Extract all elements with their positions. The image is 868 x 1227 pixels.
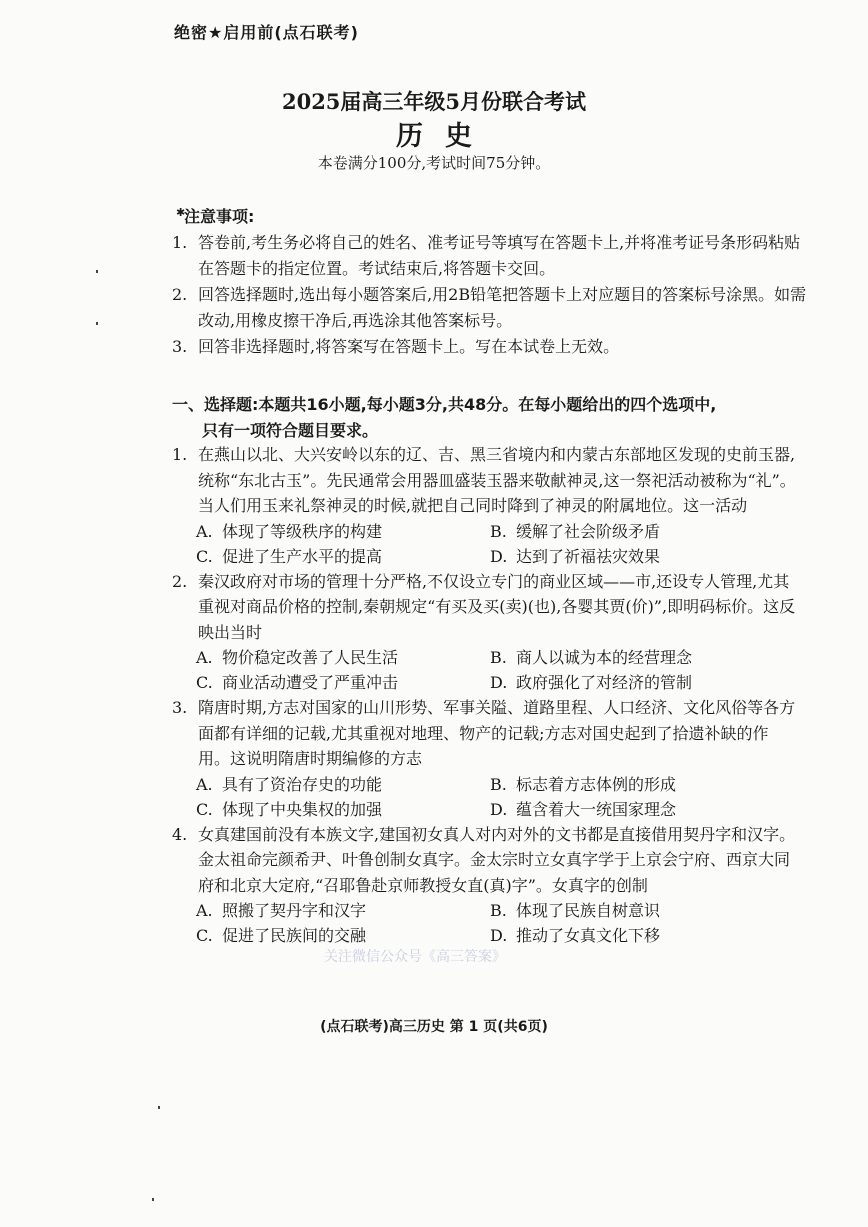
option-a — [196, 645, 490, 670]
question-3 — [172, 695, 798, 822]
scan-speck — [96, 270, 98, 273]
option-grid — [172, 519, 798, 569]
option-text: 推动了女真文化下移 — [516, 926, 661, 945]
question-number: 2. — [172, 571, 188, 591]
option-d — [490, 544, 790, 569]
option-text: 照搬了契丹字和汉字 — [222, 901, 367, 920]
question-stem — [172, 569, 798, 646]
option-d — [490, 670, 790, 695]
scan-speck — [152, 1198, 154, 1201]
option-text: 商人以诚为本的经营理念 — [516, 648, 693, 667]
question-number: 1. — [172, 445, 188, 464]
option-c — [196, 923, 490, 948]
option-label: A. — [196, 521, 213, 541]
option-label: C. — [196, 673, 213, 692]
asterisk-mark-icon: ✱ — [176, 206, 186, 219]
option-a — [196, 772, 490, 797]
notice-item-text: 答卷前,考生务必将自己的姓名、准考证号等填写在答题卡上,并将准考证号条形码粘贴在答题卡的指定位置。考试结束后,将答题卡交回。 — [198, 233, 801, 278]
option-label: A. — [196, 774, 213, 794]
question-text: 在燕山以北、大兴安岭以东的辽、吉、黑三省境内和内蒙古东部地区发现的史前玉器,统称“东北古玉”。先民通常会用器皿盛装玉器来敬献神灵,这一祭祀活动被称为“礼”。当人们用玉来礼祭神灵的时候,就把自己同时降到了神灵的附属地位。这一活动 — [198, 445, 796, 515]
notice-item-number: 3. — [172, 337, 188, 356]
option-d — [490, 797, 790, 822]
option-grid — [172, 645, 798, 695]
option-text: 缓解了社会阶级矛盾 — [516, 521, 661, 541]
option-text: 体现了民族自树意识 — [516, 901, 661, 920]
option-b — [490, 898, 790, 923]
score-info: 本卷满分100分,考试时间75分钟。 — [317, 154, 551, 172]
option-label: A. — [196, 648, 213, 667]
option-grid — [172, 898, 798, 948]
question-stem — [172, 442, 798, 519]
confidential-label: 绝密★启用前(点石联考) — [174, 23, 359, 42]
option-c — [196, 797, 490, 822]
section-heading-line2: 只有一项符合题目要求。 — [202, 421, 379, 440]
question-list — [172, 442, 798, 948]
option-a — [196, 519, 490, 544]
question-stem — [172, 695, 798, 772]
question-2 — [172, 569, 798, 696]
option-grid — [172, 772, 798, 822]
option-text: 标志着方志体例的形成 — [516, 774, 677, 794]
option-label: D. — [490, 546, 508, 566]
notice-item-number: 1. — [172, 233, 188, 252]
section-heading-line1: 一、选择题:本题共16小题,每小题3分,共48分。在每小题给出的四个选项中, — [172, 395, 717, 414]
watermark: 关注微信公众号《高三答案》 — [324, 949, 506, 965]
scan-speck — [96, 322, 98, 325]
question-number: 3. — [172, 698, 188, 717]
page-footer: (点石联考)高三历史 第 1 页(共6页) — [320, 1019, 548, 1035]
option-label: B. — [490, 774, 507, 794]
option-b — [490, 519, 790, 544]
notice-item — [172, 282, 812, 334]
notice-item-text: 回答非选择题时,将答案写在答题卡上。写在本试卷上无效。 — [198, 337, 620, 356]
question-4 — [172, 822, 798, 949]
option-label: B. — [490, 648, 507, 667]
option-label: D. — [490, 673, 508, 692]
notice-list — [172, 230, 812, 360]
option-text: 促进了生产水平的提高 — [222, 546, 383, 566]
option-label: C. — [196, 799, 213, 819]
question-text: 隋唐时期,方志对国家的山川形势、军事关隘、道路里程、人口经济、文化风俗等各方面都有详细的记载,尤其重视对地理、物产的记载;方志对国史起到了拾遗补缺的作用。这说明隋唐时期编修的方志 — [198, 698, 796, 768]
notice-item-number: 2. — [172, 285, 188, 304]
option-text: 体现了等级秩序的构建 — [222, 521, 383, 541]
option-label: D. — [490, 799, 508, 819]
scan-speck — [158, 1106, 160, 1109]
option-c — [196, 670, 490, 695]
question-text: 秦汉政府对市场的管理十分严格,不仅设立专门的商业区域——市,还设专人管理,尤其重视对商品价格的控制,秦朝规定“有买及买(卖)(也),各婴其贾(价)”,即明码标价。这反映出当时 — [198, 571, 796, 642]
option-a — [196, 898, 490, 923]
option-label: A. — [196, 901, 213, 920]
option-text: 体现了中央集权的加强 — [222, 799, 383, 819]
question-1 — [172, 442, 798, 569]
option-b — [490, 645, 790, 670]
option-text: 政府强化了对经济的管制 — [516, 673, 693, 692]
option-label: B. — [490, 521, 507, 541]
option-label: D. — [490, 926, 508, 945]
option-b — [490, 772, 790, 797]
notice-item — [172, 334, 812, 360]
option-text: 商业活动遭受了严重冲击 — [222, 673, 399, 692]
section-heading — [172, 392, 808, 444]
notice-title: 注意事项: — [184, 207, 255, 226]
question-number: 4. — [172, 824, 188, 844]
notice-item-text: 回答选择题时,选出每小题答案后,用2B铅笔把答题卡上对应题目的答案标号涂黑。如需改动,用橡皮擦干净后,再选涂其他答案标号。 — [198, 285, 807, 330]
option-c — [196, 544, 490, 569]
question-text: 女真建国前没有本族文字,建国初女真人对内对外的文书都是直接借用契丹字和汉字。金太祖命完颜希尹、叶鲁创制女真字。金太宗时立女真字学于上京会宁府、西京大同府和北京大定府,“召耶鲁赴京师教授女直(真)字”。女真字的创制 — [198, 824, 796, 895]
option-label: B. — [490, 901, 507, 920]
option-label: C. — [196, 926, 213, 945]
option-text: 蕴含着大一统国家理念 — [516, 799, 677, 819]
notice-item — [172, 230, 812, 282]
option-text: 具有了资治存史的功能 — [222, 774, 383, 794]
subject-title: 历史 — [396, 121, 494, 152]
option-text: 达到了祈福祛灾效果 — [516, 546, 661, 566]
exam-title: 2025届高三年级5月份联合考试 — [281, 89, 587, 114]
option-d — [490, 923, 790, 948]
option-label: C. — [196, 546, 213, 566]
question-stem — [172, 822, 798, 899]
option-text: 物价稳定改善了人民生活 — [222, 648, 399, 667]
option-text: 促进了民族间的交融 — [222, 926, 367, 945]
